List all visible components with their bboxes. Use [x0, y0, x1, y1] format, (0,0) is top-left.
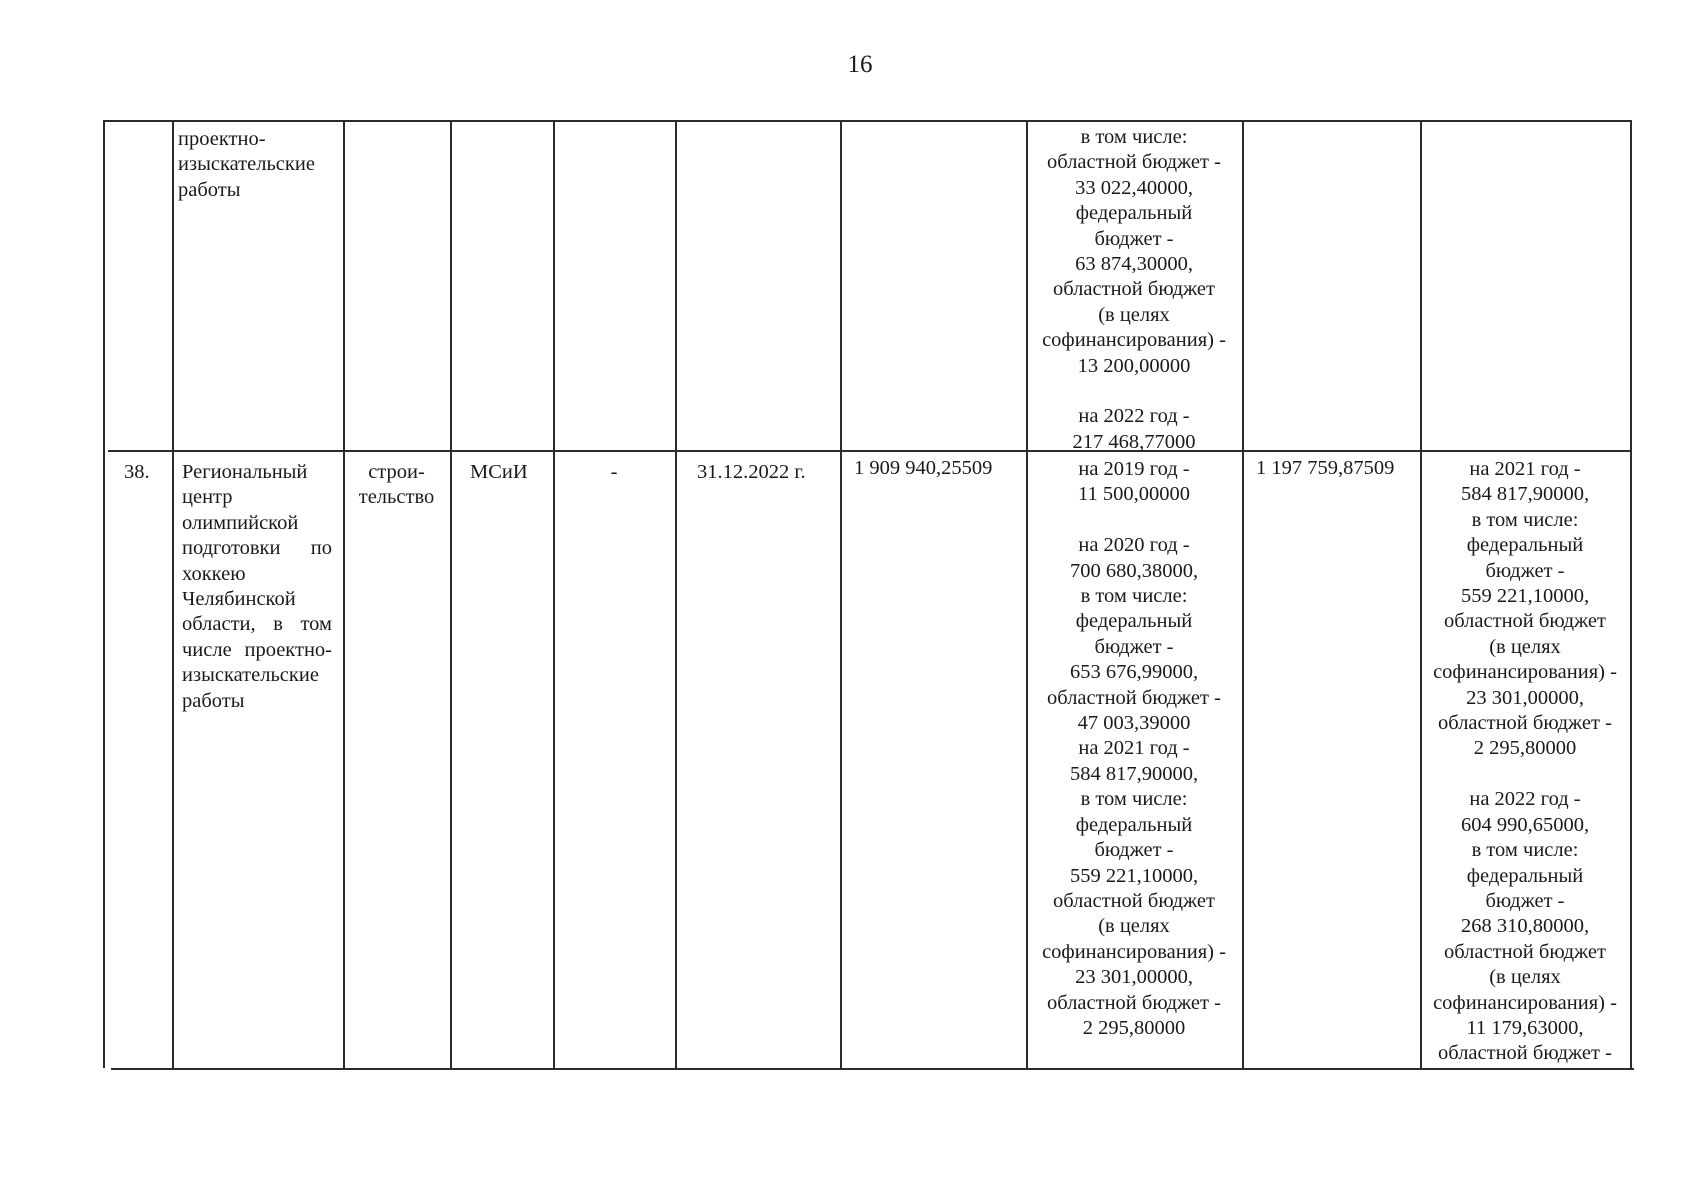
page-number: 16 — [847, 51, 873, 78]
remaining-cost-cell: 1 197 759,87509 — [1256, 457, 1395, 479]
row-number-cell: 38. — [124, 461, 150, 483]
estimated-cost-cell: 1 909 940,25509 — [854, 457, 993, 479]
work-type-cell: строи- тельство — [358, 461, 435, 509]
limits-cell: на 2021 год - 584 817,90000, в том числе: федеральный бюджет - 559 221,10000, областной бюджет (в целях софинансирования) - 23 301,00000, областной бюджет - 2 295,80000 на 2022 год - 604 990,65000, в том числе: федеральный бюджет - 268 310,80000, областной бюджет (в целях софинансирования) - 11 179,63000, областной бюджет - — [1433, 458, 1617, 1065]
column-divider — [1242, 120, 1244, 1068]
table-top-border — [103, 120, 1631, 122]
column-divider — [840, 120, 842, 1068]
column-divider — [553, 120, 555, 1068]
table-left-border — [103, 120, 105, 1068]
row-divider — [108, 450, 1632, 452]
column-divider — [450, 120, 452, 1068]
table-right-border — [1630, 120, 1632, 1068]
financing-volumes-cell: в том числе: областной бюджет - 33 022,40000, федеральный бюджет - 63 874,30000, областной бюджет (в целях софинансирования) - 13 200,00000 на 2022 год - 217 468,77000 — [1042, 126, 1226, 453]
empty-value-cell: - — [610, 461, 618, 483]
column-divider — [172, 120, 174, 1068]
column-divider — [343, 120, 345, 1068]
deadline-cell: 31.12.2022 г. — [697, 461, 806, 483]
financing-volumes-cell: на 2019 год - 11 500,00000 на 2020 год - 700 680,38000, в том числе: федеральный бюджет - 653 676,99000, областной бюджет - 47 003,39000 на 2021 год - 584 817,90000, в том числе: федеральный бюджет - 559 221,10000, областной бюджет (в целях софинансирования) - 23 301,00000, областной бюджет - 2 295,80000 — [1042, 458, 1226, 1039]
column-divider — [675, 120, 677, 1068]
customer-cell: МСиИ — [470, 461, 528, 483]
object-name-cell: Региональный центр олимпийской подготовки по хоккею Челябинской области, в том числе проектно-изыскательские работы — [182, 461, 332, 712]
table-bottom-border — [111, 1068, 1634, 1070]
object-name-cell: проектно- изыскательские работы — [178, 128, 315, 201]
